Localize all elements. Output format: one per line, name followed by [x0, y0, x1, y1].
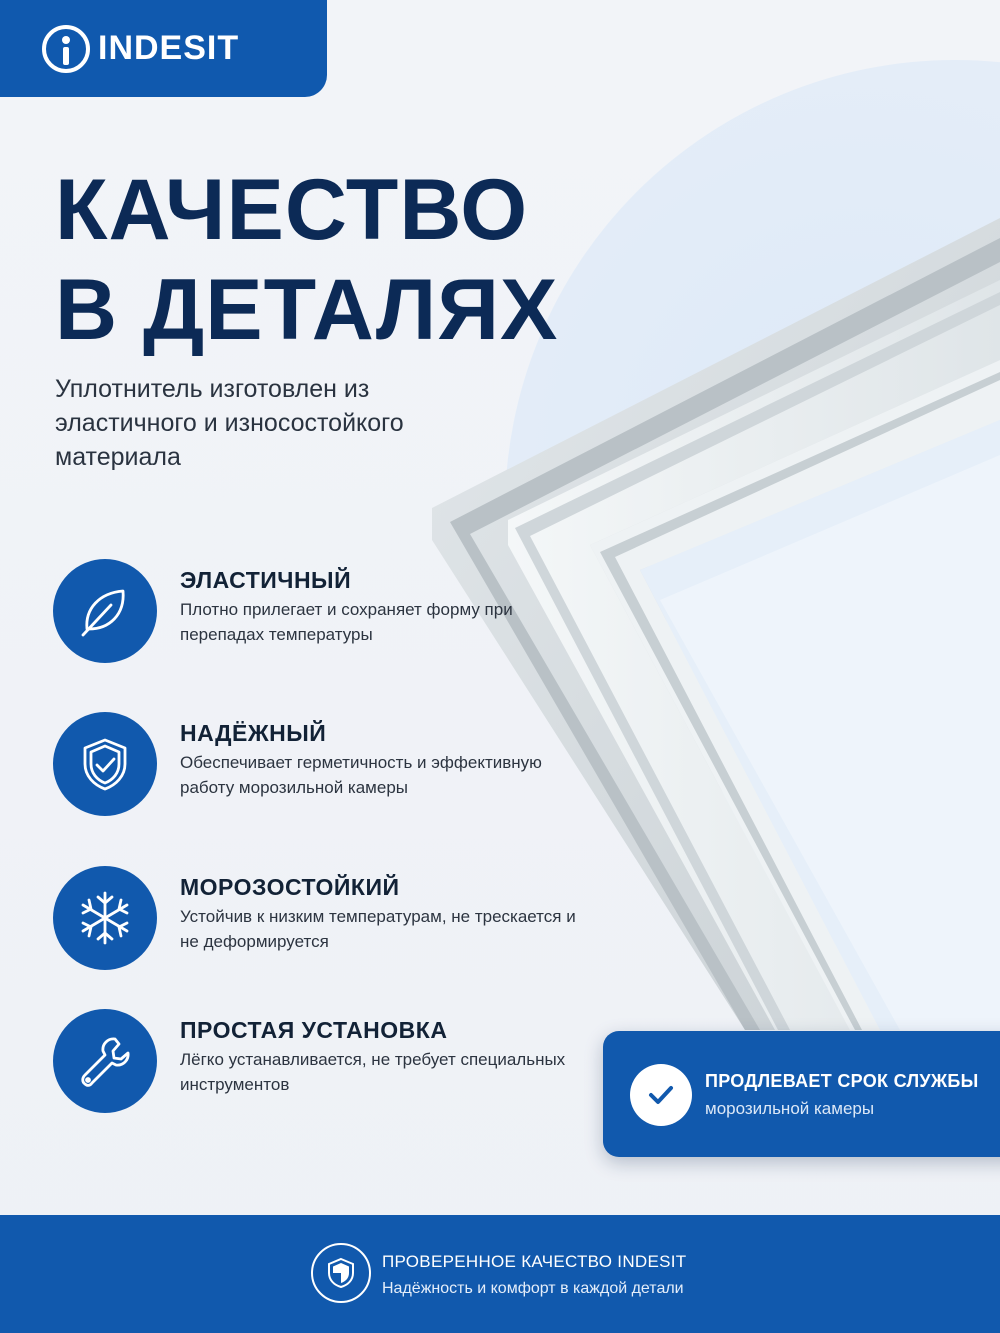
- feature-elastic: [53, 559, 613, 669]
- feature-easy-install: [53, 1009, 613, 1119]
- feature-title: НАДЁЖНЫЙ: [180, 720, 327, 746]
- feature-frost-resistant: [53, 866, 613, 976]
- badge-description: морозильной камеры: [705, 1099, 875, 1118]
- service-life-badge: [603, 1031, 1000, 1157]
- feature-title: ПРОСТАЯ УСТАНОВКА: [180, 1017, 448, 1043]
- feature-description: Лёгко устанавливается, не требует специальных инструментов: [180, 1050, 566, 1094]
- headline-line-2: В ДЕТАЛЯХ: [55, 262, 559, 358]
- snowflake-icon: [53, 866, 157, 970]
- shield-check-icon: [53, 712, 157, 816]
- feature-reliable: [53, 712, 613, 822]
- feature-description: Устойчив к низким температурам, не трескается и не деформируется: [180, 907, 576, 951]
- checkmark-icon: [630, 1064, 692, 1126]
- feature-description: Плотно прилегает и сохраняет форму при перепадах температуры: [180, 600, 513, 644]
- feature-title: ЭЛАСТИЧНЫЙ: [180, 567, 352, 593]
- shield-icon: [311, 1243, 371, 1303]
- brand-logo-icon: [42, 25, 90, 73]
- badge-title: ПРОДЛЕВАЕТ СРОК СЛУЖБЫ: [705, 1071, 979, 1091]
- leaf-icon: [53, 559, 157, 663]
- wrench-icon: [53, 1009, 157, 1113]
- page-headline: [55, 160, 558, 360]
- page-subtitle: Уплотнитель изготовлен из эластичного и износостойкого материала: [55, 375, 404, 471]
- brand-logo-tab: [0, 0, 327, 97]
- headline-line-1: КАЧЕСТВО: [55, 162, 529, 258]
- footer-subtitle: Надёжность и комфорт в каждой детали: [382, 1280, 684, 1297]
- feature-description: Обеспечивает герметичность и эффективную работу морозильной камеры: [180, 753, 542, 797]
- footer-title: ПРОВЕРЕННОЕ КАЧЕСТВО INDESIT: [382, 1252, 687, 1271]
- footer-bar: [0, 1215, 1000, 1333]
- brand-name: INDESIT: [98, 29, 240, 67]
- feature-title: МОРОЗОСТОЙКИЙ: [180, 874, 400, 900]
